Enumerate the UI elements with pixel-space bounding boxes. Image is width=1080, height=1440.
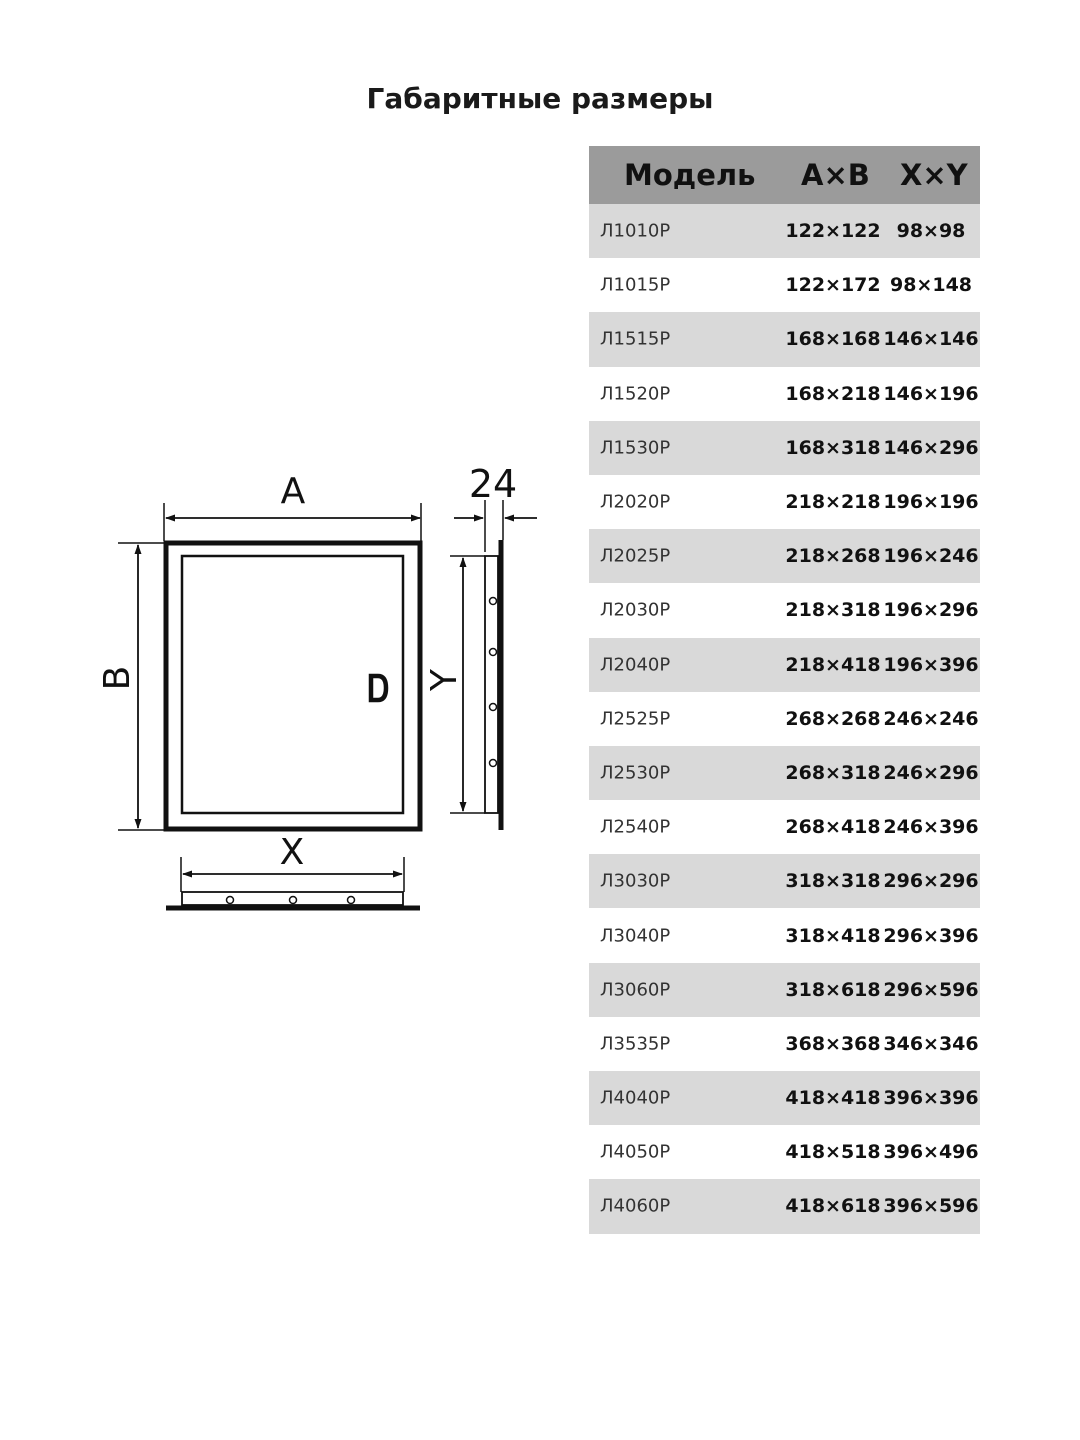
model-cell: Л2025Р <box>600 545 671 567</box>
ab-cell: 368×368 <box>785 1032 881 1055</box>
model-cell: Л2040Р <box>600 654 671 676</box>
xy-cell: 296×596 <box>883 978 979 1001</box>
table-row <box>589 204 980 258</box>
page-title: Габаритные размеры <box>366 82 714 115</box>
dimensions-table <box>589 146 980 1234</box>
model-cell: Л4040Р <box>600 1087 671 1109</box>
xy-cell: 196×296 <box>883 599 979 622</box>
label-depth: 24 <box>468 462 518 506</box>
hatch-front-view <box>166 543 420 829</box>
ab-cell: 218×318 <box>785 599 881 622</box>
table-row <box>589 692 980 746</box>
xy-cell: 196×396 <box>883 653 979 676</box>
table-row <box>589 638 980 692</box>
ab-cell: 168×318 <box>785 436 881 459</box>
xy-cell: 246×396 <box>883 816 979 839</box>
ab-cell: 218×418 <box>785 653 881 676</box>
hatch-bottom-view <box>166 892 420 908</box>
ab-cell: 318×618 <box>785 978 881 1001</box>
table-row <box>589 475 980 529</box>
xy-cell: 98×148 <box>889 274 973 297</box>
ab-cell: 218×218 <box>785 491 881 514</box>
xy-cell: 146×196 <box>883 382 979 405</box>
xy-cell: 196×246 <box>883 545 979 568</box>
ab-cell: 122×172 <box>785 274 881 297</box>
model-cell: Л4050Р <box>600 1141 671 1163</box>
ab-cell: 268×318 <box>785 761 881 784</box>
ab-cell: 122×122 <box>785 220 881 243</box>
header-model: Модель <box>624 158 756 192</box>
ab-cell: 318×318 <box>785 870 881 893</box>
label-b: B <box>97 665 138 691</box>
xy-cell: 396×596 <box>883 1195 979 1218</box>
xy-cell: 346×346 <box>883 1032 979 1055</box>
table-row <box>589 421 980 475</box>
model-cell: Л4060Р <box>600 1195 671 1217</box>
xy-cell: 196×196 <box>883 491 979 514</box>
table-row <box>589 854 980 908</box>
model-cell: Л2030Р <box>600 599 671 621</box>
hatch-side-view <box>485 540 501 830</box>
model-cell: Л2530Р <box>600 762 671 784</box>
table-row <box>589 1017 980 1071</box>
ab-cell: 418×618 <box>785 1195 881 1218</box>
model-cell: Л2525Р <box>600 708 671 730</box>
xy-cell: 246×246 <box>883 707 979 730</box>
xy-cell: 296×396 <box>883 924 979 947</box>
label-a: A <box>280 471 306 512</box>
model-cell: Л1515Р <box>600 328 671 350</box>
label-x: X <box>279 832 305 873</box>
xy-cell: 396×396 <box>883 1087 979 1110</box>
xy-cell: 396×496 <box>883 1141 979 1164</box>
table-row <box>589 746 980 800</box>
table-header <box>589 146 980 204</box>
model-cell: Л2540Р <box>600 816 671 838</box>
model-cell: Л1015Р <box>600 274 671 296</box>
table-row <box>589 800 980 854</box>
dimension-depth <box>454 500 537 552</box>
ab-cell: 168×168 <box>785 328 881 351</box>
table-row <box>589 258 980 312</box>
table-row <box>589 367 980 421</box>
table-row <box>589 583 980 637</box>
table-row <box>589 529 980 583</box>
model-cell: Л3030Р <box>600 870 671 892</box>
table-row <box>589 963 980 1017</box>
table-row <box>589 1125 980 1179</box>
ab-cell: 318×418 <box>785 924 881 947</box>
xy-cell: 246×296 <box>883 761 979 784</box>
header-xy: X×Y <box>900 158 968 192</box>
table-body <box>589 204 980 1234</box>
model-cell: Л3040Р <box>600 925 671 947</box>
table-row <box>589 1179 980 1233</box>
model-cell: Л1010Р <box>600 220 671 242</box>
header-ab: A×B <box>801 158 870 192</box>
ab-cell: 268×268 <box>785 707 881 730</box>
label-y: Y <box>424 669 465 691</box>
table-row <box>589 312 980 366</box>
ab-cell: 418×518 <box>785 1141 881 1164</box>
xy-cell: 296×296 <box>883 870 979 893</box>
model-cell: Л1530Р <box>600 437 671 459</box>
xy-cell: 98×98 <box>896 220 966 243</box>
model-cell: Л1520Р <box>600 383 671 405</box>
model-cell: Л3535Р <box>600 1033 671 1055</box>
ab-cell: 418×418 <box>785 1087 881 1110</box>
xy-cell: 146×296 <box>883 436 979 459</box>
table-row <box>589 908 980 962</box>
ab-cell: 218×268 <box>785 545 881 568</box>
ab-cell: 268×418 <box>785 816 881 839</box>
xy-cell: 146×146 <box>883 328 979 351</box>
model-cell: Л2020Р <box>600 491 671 513</box>
ab-cell: 168×218 <box>785 382 881 405</box>
lock-icon <box>371 676 386 700</box>
model-cell: Л3060Р <box>600 979 671 1001</box>
table-row <box>589 1071 980 1125</box>
